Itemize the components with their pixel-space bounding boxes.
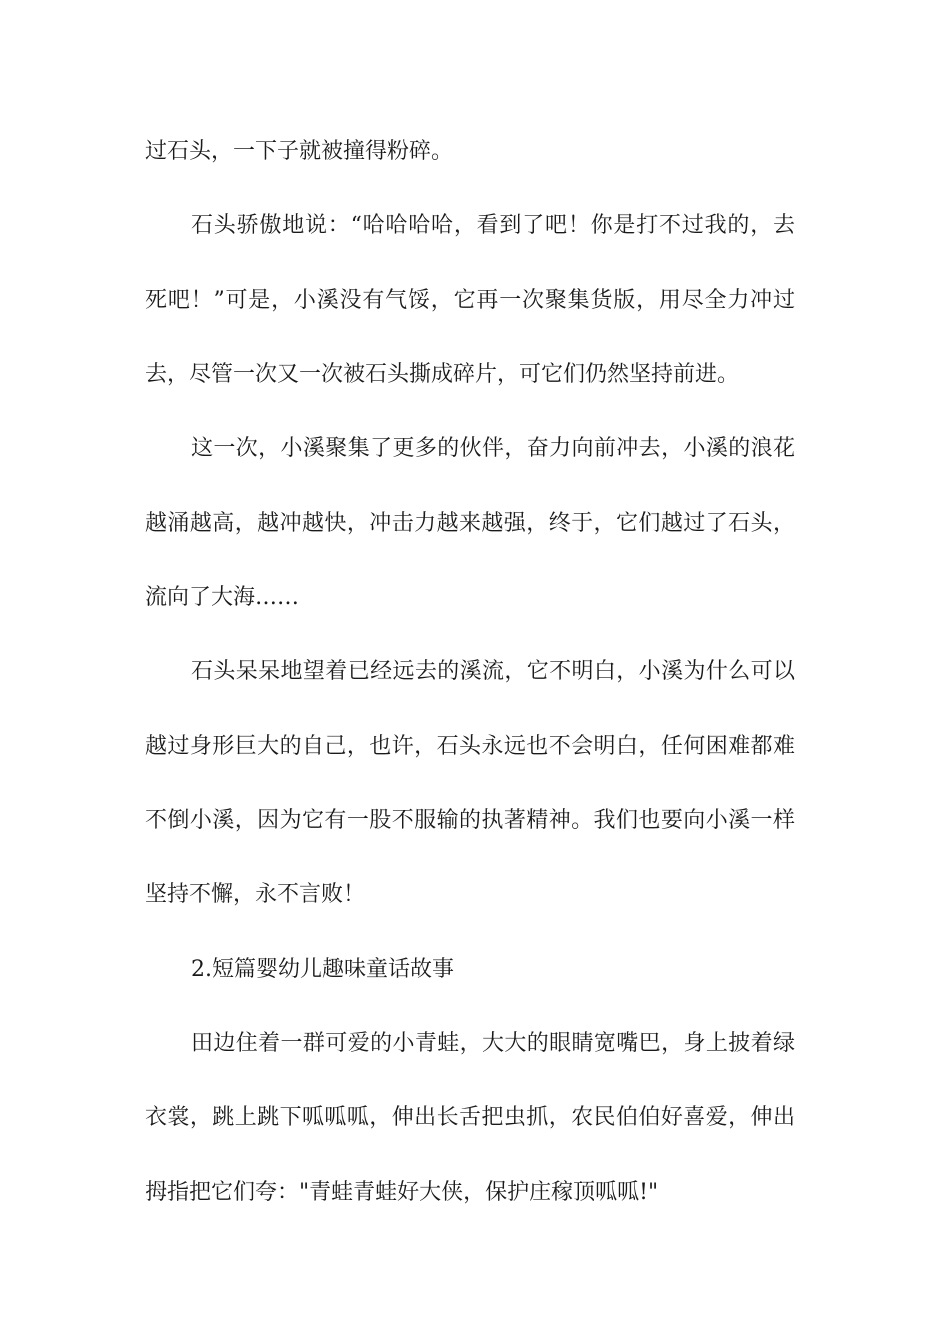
body-text-line: 不倒小溪，因为它有一股不服输的执著精神。我们也要向小溪一样: [145, 808, 795, 833]
paragraph-first-line: 石头呆呆地望着已经远去的溪流，它不明白，小溪为什么可以: [191, 659, 795, 684]
paragraph-first-line: 田边住着一群可爱的小青蛙，大大的眼睛宽嘴巴，身上披着绿: [191, 1031, 795, 1056]
body-text-line: 坚持不懈，永不言败！: [145, 882, 366, 907]
body-text-line: 越过身形巨大的自己，也许，石头永远也不会明白，任何困难都难: [145, 734, 795, 759]
body-text-line: 死吧！”可是，小溪没有气馁，它再一次聚集货版，用尽全力冲过: [145, 288, 795, 313]
body-text-line: 越涌越高，越冲越快，冲击力越来越强，终于，它们越过了石头，: [145, 511, 795, 536]
body-text-line: 流向了大海……: [145, 585, 300, 610]
paragraph-first-line: 石头骄傲地说：“哈哈哈哈，看到了吧！你是打不过我的，去: [191, 213, 795, 238]
body-text-line: 去，尽管一次又一次被石头撕成碎片，可它们仍然坚持前进。: [145, 362, 740, 387]
paragraph-first-line: 这一次，小溪聚集了更多的伙伴，奋力向前冲去，小溪的浪花: [191, 436, 795, 461]
body-text-line: 衣裳，跳上跳下呱呱呱，伸出长舌把虫抓，农民伯伯好喜爱，伸出: [145, 1105, 795, 1130]
body-text-line: 过石头，一下子就被撞得粉碎。: [145, 139, 454, 164]
section-heading: 2.短篇婴幼儿趣味童话故事: [191, 957, 454, 982]
body-text-line: 拇指把它们夸："青蛙青蛙好大侠，保护庄稼顶呱呱!": [145, 1180, 659, 1205]
